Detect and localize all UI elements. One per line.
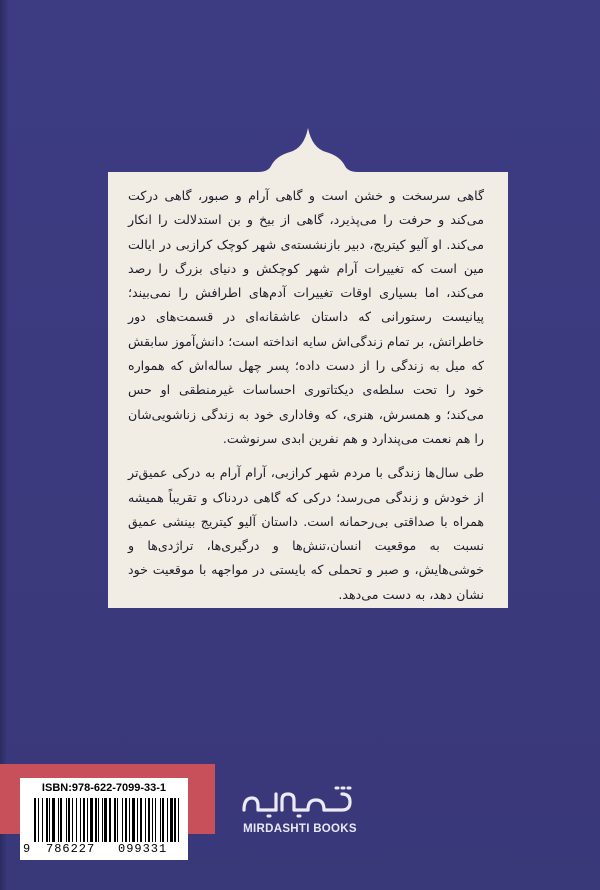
barcode-bar xyxy=(38,798,39,842)
barcode-digits-right: 099331 xyxy=(118,842,168,856)
barcode-digit-first: 9 xyxy=(23,842,31,856)
barcode-bar xyxy=(155,798,156,842)
barcode-bar xyxy=(140,798,142,842)
description-panel xyxy=(108,172,508,608)
barcode-bar xyxy=(102,798,103,842)
barcode-bar xyxy=(76,798,77,842)
barcode-bar xyxy=(122,798,123,842)
barcode-bar xyxy=(129,798,130,842)
barcode-bar xyxy=(66,798,67,842)
barcode-bar xyxy=(109,798,111,842)
barcode-bar xyxy=(98,798,99,842)
barcode-bar xyxy=(46,798,48,842)
dome-ornament-icon xyxy=(108,128,508,178)
barcode-bar xyxy=(152,798,153,842)
barcode-bar xyxy=(145,798,146,842)
barcode-bar xyxy=(60,798,62,842)
description-text xyxy=(108,184,508,607)
description-paragraph-1: گاهی سرسخت و خشن است و گاهی آرام و صبور، گاهی درکت می‌کند و حرفت را می‌پذیرد، گاهی از بیخ و بن استدلالت را انکار می‌کند. او آلیو کیتریج، دبیر بازنشسته‌ی شهر کوچک کرازبی در ایالت مین است که تغییرات آرام شهر کوچکش و دنیای بزرگ را رصد می‌کند، اما بسیاری اوقات تغییرات آدم‌های اطرافش را نمی‌بیند؛ پیانیست رستورانی که داستان عاشقانه‌ای در قسمت‌های دور خاطراتش، بر تمام زندگی‌اش سایه انداخته است؛ دانش‌آموز سابقش که میل به زندگی را از دست داده؛ پسر چهل ساله‌اش که همواره خود را تحت سلطه‌ی دیکتاتوری احساسات غیرمنطقی او حس می‌کند؛ و همسرش، هنری، که وفاداری خود به زندگی زناشویی‌شان را هم نعمت می‌پندارد و هم نفرین ابدی سرنوشت. xyxy=(128,188,484,446)
barcode-bar xyxy=(114,798,116,842)
mirdashti-logo-icon xyxy=(238,780,362,820)
barcode-bar xyxy=(58,798,59,842)
barcode-bar xyxy=(137,798,138,842)
barcode-bar xyxy=(148,798,150,842)
barcode-bar xyxy=(80,798,81,842)
barcode-bar xyxy=(125,798,127,842)
barcode-bar xyxy=(178,798,179,842)
barcode-bar xyxy=(162,798,164,842)
barcode-bars xyxy=(34,798,184,842)
barcode-bar xyxy=(132,798,135,842)
barcode-bar xyxy=(52,798,55,842)
barcode-digits-left: 786227 xyxy=(46,842,96,856)
barcode-bar xyxy=(174,798,176,842)
barcode-bar xyxy=(170,798,173,842)
barcode-bar xyxy=(167,798,168,842)
barcode-bar xyxy=(87,798,88,842)
barcode-box xyxy=(20,778,188,860)
barcode-bar xyxy=(83,798,85,842)
barcode-bar xyxy=(95,798,97,842)
barcode-bar xyxy=(68,798,70,842)
isbn-label: ISBN:978-622-7099-33-1 xyxy=(41,782,167,794)
publisher-brand: MIRDASHTI BOOKS xyxy=(243,823,357,835)
barcode-bar xyxy=(49,798,50,842)
barcode-bar xyxy=(117,798,118,842)
barcode-bar xyxy=(34,798,36,842)
barcode-bar xyxy=(72,798,73,842)
barcode-bar xyxy=(104,798,107,842)
barcode-bar xyxy=(160,798,161,842)
barcode-bar xyxy=(42,798,43,842)
spine-edge xyxy=(0,0,8,890)
description-paragraph-2: طی سال‌ها زندگی با مردم شهر کرازبی، آرام آرام به درکی عمیق‌تر از خودش و زندگی می‌رسد؛ درکی که گاهی دردناک و تقریباً همیشه همراه با صداقتی بی‌رحمانه است. داستان آلیو کیتریج بینشی عمیق نسبت به موقعیت انسان،تنش‌ها و درگیری‌ها، تراژدی‌ها و خوشی‌هایش، و صبر و تحملی که بایستی در مواجهه با موقعیت خود نشان دهد، به دست می‌دهد. xyxy=(128,465,484,602)
barcode-bar xyxy=(90,798,93,842)
